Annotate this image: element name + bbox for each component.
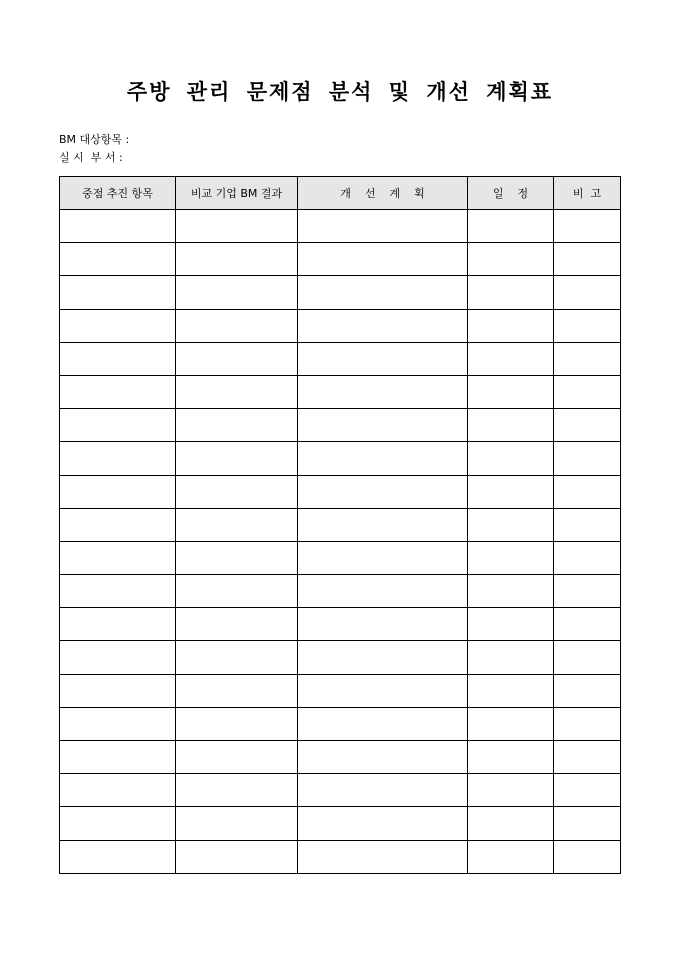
table-row xyxy=(60,342,621,375)
header-key-items: 중점 추진 항목 xyxy=(60,177,176,210)
header-improvement-plan: 개 선 계 획 xyxy=(298,177,468,210)
key-item-cell[interactable] xyxy=(60,741,176,774)
schedule-cell[interactable] xyxy=(468,508,554,541)
schedule-cell[interactable] xyxy=(468,741,554,774)
table-row xyxy=(60,243,621,276)
table-row xyxy=(60,741,621,774)
remarks-cell[interactable] xyxy=(554,707,621,740)
table-row xyxy=(60,774,621,807)
schedule-cell[interactable] xyxy=(468,375,554,408)
remarks-cell[interactable] xyxy=(554,840,621,873)
header-schedule: 일 정 xyxy=(468,177,554,210)
remarks-cell[interactable] xyxy=(554,575,621,608)
schedule-cell[interactable] xyxy=(468,541,554,574)
key-item-cell[interactable] xyxy=(60,541,176,574)
header-benchmark-result: 비교 기업 BM 결과 xyxy=(176,177,298,210)
remarks-cell[interactable] xyxy=(554,475,621,508)
remarks-cell[interactable] xyxy=(554,807,621,840)
remarks-cell[interactable] xyxy=(554,641,621,674)
table-row xyxy=(60,442,621,475)
remarks-cell[interactable] xyxy=(554,541,621,574)
table-row xyxy=(60,641,621,674)
improvement-plan-table xyxy=(59,176,621,874)
schedule-cell[interactable] xyxy=(468,309,554,342)
table-row xyxy=(60,276,621,309)
key-item-cell[interactable] xyxy=(60,807,176,840)
key-item-cell[interactable] xyxy=(60,575,176,608)
benchmark-result-cell[interactable] xyxy=(176,375,298,408)
key-item-cell[interactable] xyxy=(60,508,176,541)
table-row xyxy=(60,707,621,740)
benchmark-result-cell[interactable] xyxy=(176,807,298,840)
improvement-plan-cell[interactable] xyxy=(298,375,468,408)
key-item-cell[interactable] xyxy=(60,674,176,707)
key-item-cell[interactable] xyxy=(60,840,176,873)
improvement-plan-cell[interactable] xyxy=(298,210,468,243)
schedule-cell[interactable] xyxy=(468,210,554,243)
improvement-plan-cell[interactable] xyxy=(298,276,468,309)
benchmark-result-cell[interactable] xyxy=(176,409,298,442)
header-remarks: 비 고 xyxy=(554,177,621,210)
key-item-cell[interactable] xyxy=(60,707,176,740)
benchmark-result-cell[interactable] xyxy=(176,342,298,375)
benchmark-result-cell[interactable] xyxy=(176,707,298,740)
table-header-row xyxy=(60,177,621,210)
remarks-cell[interactable] xyxy=(554,741,621,774)
schedule-cell[interactable] xyxy=(468,608,554,641)
improvement-plan-cell[interactable] xyxy=(298,707,468,740)
key-item-cell[interactable] xyxy=(60,342,176,375)
key-item-cell[interactable] xyxy=(60,774,176,807)
schedule-cell[interactable] xyxy=(468,243,554,276)
improvement-plan-cell[interactable] xyxy=(298,741,468,774)
benchmark-result-cell[interactable] xyxy=(176,608,298,641)
remarks-cell[interactable] xyxy=(554,442,621,475)
benchmark-result-cell[interactable] xyxy=(176,840,298,873)
key-item-cell[interactable] xyxy=(60,409,176,442)
key-item-cell[interactable] xyxy=(60,309,176,342)
improvement-plan-cell[interactable] xyxy=(298,674,468,707)
schedule-cell[interactable] xyxy=(468,674,554,707)
schedule-cell[interactable] xyxy=(468,774,554,807)
benchmark-result-cell[interactable] xyxy=(176,210,298,243)
improvement-plan-cell[interactable] xyxy=(298,807,468,840)
benchmark-result-cell[interactable] xyxy=(176,575,298,608)
table-row xyxy=(60,475,621,508)
table-row xyxy=(60,674,621,707)
remarks-cell[interactable] xyxy=(554,309,621,342)
remarks-cell[interactable] xyxy=(554,243,621,276)
improvement-plan-cell[interactable] xyxy=(298,840,468,873)
table-row xyxy=(60,608,621,641)
table-row xyxy=(60,508,621,541)
remarks-cell[interactable] xyxy=(554,608,621,641)
key-item-cell[interactable] xyxy=(60,475,176,508)
improvement-plan-cell[interactable] xyxy=(298,475,468,508)
schedule-cell[interactable] xyxy=(468,442,554,475)
department-label: 실 시 부 서 : xyxy=(59,151,123,164)
table-row xyxy=(60,840,621,873)
schedule-cell[interactable] xyxy=(468,807,554,840)
improvement-plan-cell[interactable] xyxy=(298,641,468,674)
improvement-plan-cell[interactable] xyxy=(298,442,468,475)
key-item-cell[interactable] xyxy=(60,608,176,641)
table-row xyxy=(60,375,621,408)
benchmark-result-cell[interactable] xyxy=(176,442,298,475)
table-row xyxy=(60,409,621,442)
schedule-cell[interactable] xyxy=(468,641,554,674)
improvement-plan-cell[interactable] xyxy=(298,309,468,342)
improvement-plan-cell[interactable] xyxy=(298,243,468,276)
improvement-plan-cell[interactable] xyxy=(298,774,468,807)
remarks-cell[interactable] xyxy=(554,508,621,541)
remarks-cell[interactable] xyxy=(554,774,621,807)
table-row xyxy=(60,541,621,574)
schedule-cell[interactable] xyxy=(468,840,554,873)
improvement-plan-cell[interactable] xyxy=(298,541,468,574)
improvement-plan-cell[interactable] xyxy=(298,608,468,641)
table-row xyxy=(60,309,621,342)
improvement-plan-cell[interactable] xyxy=(298,508,468,541)
remarks-cell[interactable] xyxy=(554,409,621,442)
key-item-cell[interactable] xyxy=(60,375,176,408)
key-item-cell[interactable] xyxy=(60,276,176,309)
benchmark-result-cell[interactable] xyxy=(176,276,298,309)
table-row xyxy=(60,807,621,840)
schedule-cell[interactable] xyxy=(468,575,554,608)
benchmark-result-cell[interactable] xyxy=(176,774,298,807)
key-item-cell[interactable] xyxy=(60,210,176,243)
page-title: 주방 관리 문제점 분석 및 개선 계획표 xyxy=(126,79,554,104)
benchmark-result-cell[interactable] xyxy=(176,475,298,508)
bm-target-label: BM 대상항목 : xyxy=(59,133,130,146)
schedule-cell[interactable] xyxy=(468,707,554,740)
improvement-plan-cell[interactable] xyxy=(298,575,468,608)
improvement-plan-cell[interactable] xyxy=(298,409,468,442)
benchmark-result-cell[interactable] xyxy=(176,243,298,276)
key-item-cell[interactable] xyxy=(60,243,176,276)
improvement-plan-cell[interactable] xyxy=(298,342,468,375)
benchmark-result-cell[interactable] xyxy=(176,674,298,707)
benchmark-result-cell[interactable] xyxy=(176,508,298,541)
key-item-cell[interactable] xyxy=(60,641,176,674)
benchmark-result-cell[interactable] xyxy=(176,309,298,342)
remarks-cell[interactable] xyxy=(554,674,621,707)
key-item-cell[interactable] xyxy=(60,442,176,475)
table-row xyxy=(60,575,621,608)
schedule-cell[interactable] xyxy=(468,475,554,508)
table-body xyxy=(60,210,621,874)
remarks-cell[interactable] xyxy=(554,276,621,309)
remarks-cell[interactable] xyxy=(554,342,621,375)
remarks-cell[interactable] xyxy=(554,210,621,243)
table-row xyxy=(60,210,621,243)
schedule-cell[interactable] xyxy=(468,276,554,309)
schedule-cell[interactable] xyxy=(468,342,554,375)
remarks-cell[interactable] xyxy=(554,375,621,408)
benchmark-result-cell[interactable] xyxy=(176,741,298,774)
benchmark-result-cell[interactable] xyxy=(176,541,298,574)
benchmark-result-cell[interactable] xyxy=(176,641,298,674)
schedule-cell[interactable] xyxy=(468,409,554,442)
